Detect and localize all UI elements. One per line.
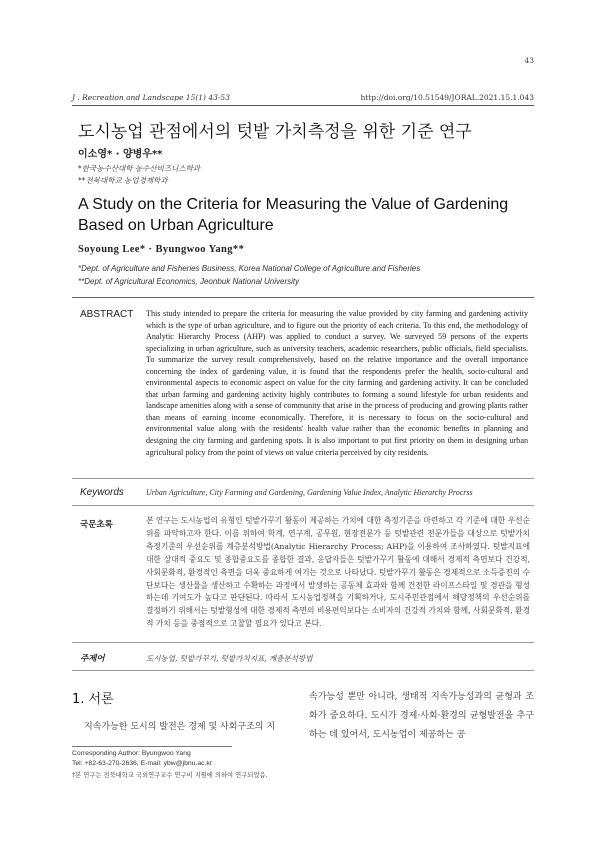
korean-keywords-bottom-rule xyxy=(72,670,534,671)
keywords-bottom-rule xyxy=(72,505,534,506)
section-title: 1. 서론 xyxy=(72,692,114,707)
english-affiliation-1: *Dept. of Agriculture and Fisheries Business, Korea National College of Agriculture and Fisheries xyxy=(78,264,421,273)
footnote-corresponding: Corresponding Author: Byungwoo Yang xyxy=(72,750,191,757)
korean-abstract-text: 본 연구는 도시농업의 유형인 텃밭가꾸기 활동이 제공하는 가치에 대한 측정기준을 마련하고 각 기준에 대한 우선순위를 파악하고자 한다. 이를 위하여 학계, 연구계, 공무원, 현장전문가 등 텃밭관련 전문가들을 대상으로 텃밭가치 측정기준의 우선순위를 계층분석방법(Analytic Hierarchy Process; AHP)을 이용하여 조사하였다. 텃밭지표에 대한 상대적 중요도 및 종합중요도를 종합한 결과, 응답자들은 텃밭가꾸기 활동에 대해서 경제적 측면보다 건강적, 사회문화적, 환경적인 측면을 더욱 중요하게 여기는 것으로 나타났다. 텃밭가꾸기 활동은 경제적으로 소득증진의 수단보다는 생산물을 생산하고 수확하는 과정에서 발생하는 공동체 효과와 함께 건전한 라이프스타일 및 경관을 형성하는데 기여도가 높다고 판단된다. 따라서 도시농업정책을 기획하거나, 도시주민관점에서 해당정책의 우선순위를 결정하기 위해서는 텃밭형성에 대한 경제적 측면의 비용편익보다는 소비자의 건강적 가치와 함께, 사회문화적, 환경적 가치 등을 중점적으로 고찰할 필요가 있다고 본다. xyxy=(146,516,530,629)
korean-title: 도시농업 관점에서의 텃밭 가치측정을 위한 기준 연구 xyxy=(78,122,472,142)
abstract-text: This study intended to prepare the criteria for measuring the value provided by city farming and gardening activity which is the type of urban agriculture, and to figure out the priority of each criteria. To this end, the methodology of Analytic Hierarchy Process (AHP) was applied to conduct a survey. We surveyed 59 persons of the experts specializing in urban agriculture, such as university teachers, academic researchers, public officials, field specialists. To summarize the survey result comprehensively, based on the relative importance and the overall importance concerning the index of gardening value, it is found that the respondents prefer the health, socio-cultural and environmental aspects to economic aspect on value for the city farming and gardening activity. It can be concluded that urban farming and gardening activity highly contributes to forming a sound lifestyle for urban residents and landscape amenities along with a sense of community that arise in the process of producing and growing plants rather than means of earning income economically. Therefore, it is necessary to focus on the socio-cultural and environmental value along with the residents' health value rather than the economic benefits in planning and designing the city farming and gardening spots. It is also important to put first priority on them in designing urban agricultural policy from the point of views on value criteria perceived by city residents. xyxy=(146,309,528,457)
korean-keywords-top-rule xyxy=(72,642,534,643)
footnote-rule xyxy=(72,746,232,747)
body-text-right: 속가능성 뿐만 아니라, 생태적 지속가능성과의 균형과 조화가 중요하다. 도시가 경제·사회·환경의 균형발전을 추구하는 데 있어서, 도시농업이 제공하는 공 xyxy=(309,692,534,740)
journal-citation: J . Recreation and Landscape 15(1) 43-53 xyxy=(72,93,230,102)
english-authors: Soyoung Lee* · Byungwoo Yang** xyxy=(78,244,245,255)
keywords-text: Urban Agriculture, City Farming and Gardening, Gardening Value Index, Analytic Hierarchy Procrss xyxy=(146,488,473,497)
body-text-left: 지속가능한 도시의 발전은 경제 및 사회구조의 지 xyxy=(84,722,276,732)
footnote-contact: Tel: +82-63-270-2636, E-mail: ybw@jbnu.ac.kr xyxy=(72,760,213,767)
korean-keywords-label: 주제어 xyxy=(80,654,105,664)
doi-link[interactable]: http://doi.org/10.51549/JORAL.2021.15.1.043 xyxy=(360,93,534,102)
korean-authors: 이소영* · 양병우** xyxy=(78,149,163,160)
english-title: A Study on the Criteria for Measuring the Value of Gardening Based on Urban Agriculture xyxy=(78,196,509,234)
keywords-label: Keywords xyxy=(80,487,124,498)
korean-affiliation-1: *한국농수산대학 농수산비즈니스학과 xyxy=(78,164,201,173)
page-number: 43 xyxy=(524,56,534,65)
keywords-top-rule xyxy=(72,478,534,479)
korean-abstract-label: 국문초록 xyxy=(80,520,113,530)
english-affiliation-2: **Dept. of Agricultural Economics, Jeonbuk National University xyxy=(78,277,300,286)
abstract-label: ABSTRACT xyxy=(80,309,134,320)
korean-keywords-text: 도시농업, 텃밭가꾸기, 텃밭가치지표, 계층분석방법 xyxy=(146,654,313,663)
header-rule xyxy=(72,105,534,106)
korean-affiliation-2: **전북대학교 농업경제학과 xyxy=(78,176,168,185)
footnote-funding: †본 연구는 전북대학교 국외연구교수 연구비 지원에 의하여 연구되었음. xyxy=(72,772,268,779)
abstract-top-rule xyxy=(72,297,534,298)
